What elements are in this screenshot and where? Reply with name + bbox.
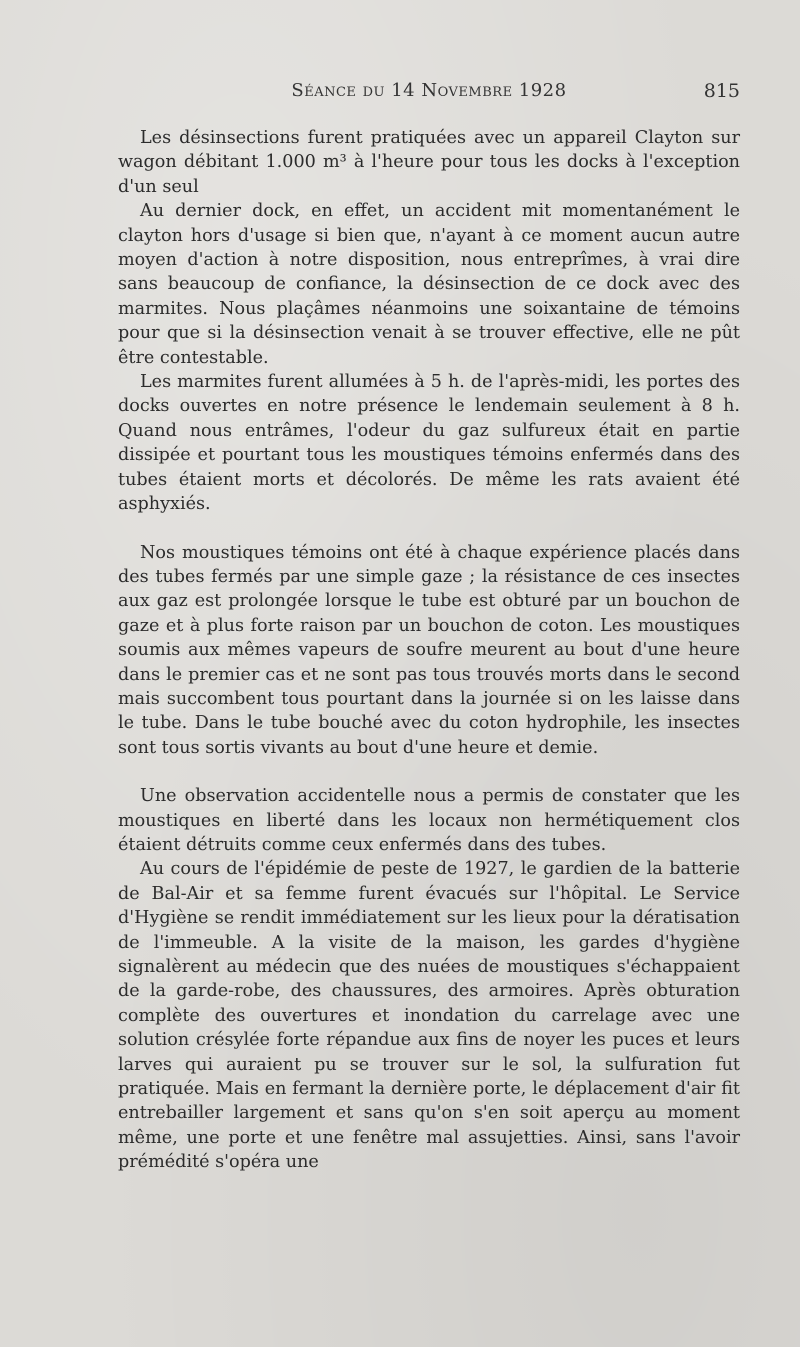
paragraph-2: Au dernier dock, en effet, un accident mit momentanément le clayton hors d'usage si bien que, n'ayant à ce moment aucun autre moyen d'action à notre disposition, nous entreprîmes, à vrai dire sans beaucoup de confiance, la désinsection de ce dock avec des marmites. Nous plaçâmes néanmoins une soixantaine de témoins pour que si la désinsection venait à se trouver effective, elle ne pût être contestable.	[118, 201, 740, 368]
paragraph-4: Nos moustiques témoins ont été à chaque expérience placés dans des tubes fermés par une simple gaze ; la résistance de ces insectes aux gaz est prolongée lorsque le tube est obturé par un bouchon de gaze et à plus forte raison par un bouchon de coton. Les moustiques soumis aux mêmes vapeurs de soufre meurent au bout d'une heure dans le premier cas et ne sont pas tous trouvés morts dans le second mais succombent tous pourtant dans la journée si on les laisse dans le tube. Dans le tube bouché avec du coton hydrophile, les insectes sont tous sortis vivants au bout d'une heure et demie.	[118, 542, 740, 758]
paragraph-5: Une observation accidentelle nous a permis de constater que les moustiques en liberté dans les locaux non hermétiquement clos étaient détruits comme ceux enfermés dans des tubes.	[118, 786, 740, 855]
running-header	[118, 80, 740, 110]
page-number: 815	[703, 80, 740, 102]
body-text	[118, 126, 740, 1175]
header-title: Séance du 14 Novembre 1928	[291, 80, 567, 101]
section-gap	[118, 760, 740, 784]
paragraph-1: Les désinsections furent pratiquées avec un appareil Clayton sur wagon débitant 1.000 m³ à l'heure pour tous les docks à l'exception d'un seul	[118, 128, 740, 197]
section-gap	[118, 517, 740, 541]
paragraph-6: Au cours de l'épidémie de peste de 1927, le gardien de la batterie de Bal-Air et sa femme furent évacués sur l'hôpital. Le Service d'Hygiène se rendit immédiatement sur les lieux pour la dératisation de l'immeuble. A la visite de la maison, les gardes d'hygiène signalèrent au médecin que des nuées de moustiques s'échappaient de la garde-robe, des chaussures, des armoires. Après obturation complète des ouvertures et inondation du carrelage avec une solution crésylée forte répandue aux fins de noyer les puces et leurs larves qui auraient pu se trouver sur le sol, la sulfuration fut pratiquée. Mais en fermant la dernière porte, le déplacement d'air fit entrebailler largement et sans qu'on s'en soit aperçu au moment même, une porte et une fenêtre mal assujetties. Ainsi, sans l'avoir prémédité s'opéra une	[118, 859, 740, 1173]
paragraph-3: Les marmites furent allumées à 5 h. de l'après-midi, les portes des docks ouvertes en notre présence le lendemain seulement à 8 h. Quand nous entrâmes, l'odeur du gaz sulfureux était en partie dissipée et pourtant tous les moustiques témoins enfermés dans des tubes étaient morts et décolorés. De même les rats avaient été asphyxiés.	[118, 372, 740, 515]
